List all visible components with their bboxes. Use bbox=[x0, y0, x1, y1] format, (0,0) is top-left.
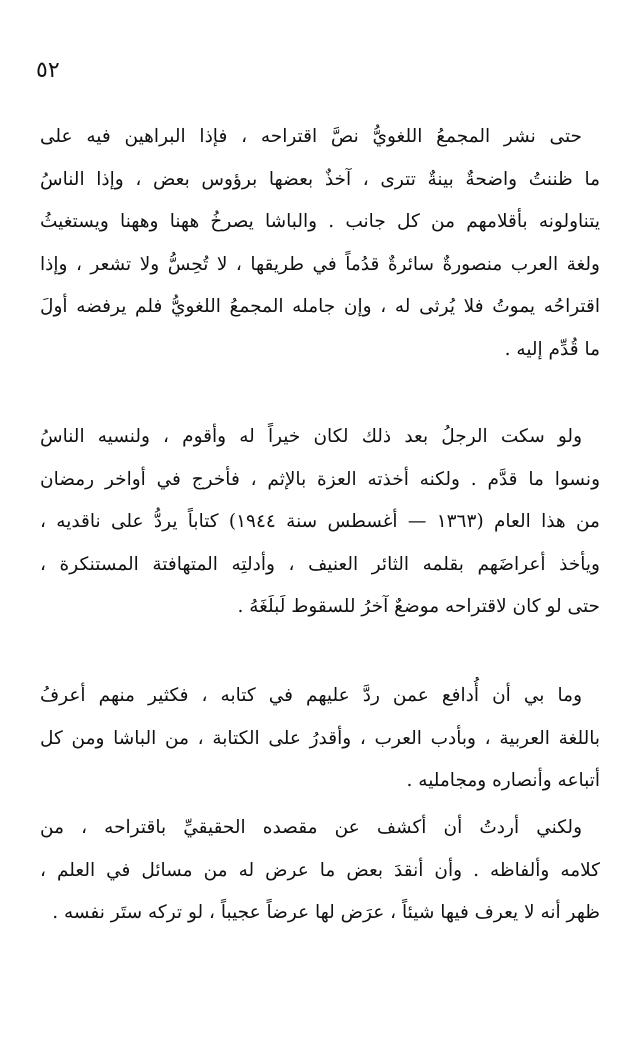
text-line: أتباعه وأنصاره ومجامليه . bbox=[406, 770, 600, 792]
text-line: وما بي أن أُدافع عمن ردَّ عليهم في كتابه ، فكثير منهم أعرفُ bbox=[40, 685, 582, 706]
page-number: ٥٢ bbox=[36, 58, 60, 83]
text-line: باللغة العربية ، وبأدب العرب ، وأقدرُ على الكتابة ، من الباشا ومن كل bbox=[40, 727, 600, 749]
text-line: ويأخذ أعراضَهم بقلمه الثائر العنيف ، وأدلتِه المتهافتة المستنكرة ، bbox=[40, 553, 600, 575]
text-line: ما ظننتُ واضحةٌ بينةٌ تترى ، آخذٌ بعضها برؤوس بعض ، وإذا الناسُ bbox=[40, 168, 600, 190]
paragraph-3 bbox=[40, 675, 600, 803]
text-line: ولغة العرب منصورةٌ سائرةٌ قدُماً في طريقها ، لا تُحِسُّ ولا تشعر ، وإذا bbox=[40, 253, 600, 275]
text-line: يتناولونه بأقلامهم من كل جانب . والباشا يصرخُ ههنا وههنا ويستغيثُ bbox=[40, 211, 600, 233]
text-line: ظهر أنه لا يعرف فيها شيئاً ، عرَض لها عرضاً عجيباً ، لو تركه ستَر نفسه . bbox=[52, 902, 600, 924]
text-line: من هذا العام (١٣٦٣ — أغسطس سنة ١٩٤٤) كتاباً يردُّ على ناقديه ، bbox=[40, 511, 600, 533]
text-line: ولو سكت الرجلُ بعد ذلك لكان خيراً له وأقوم ، ولنسيه الناسُ bbox=[40, 426, 582, 447]
text-line: كلامه وألفاظه . وأن أنقدَ بعض ما عرض له من مسائل في العلم ، bbox=[40, 859, 600, 881]
text-line: ما قُدِّم إليه . bbox=[504, 338, 600, 360]
paragraph-1 bbox=[40, 116, 600, 372]
text-line: حتى نشر المجمعُ اللغويُّ نصَّ اقتراحه ، فإذا البراهين فيه على bbox=[40, 126, 582, 147]
text-line: حتى لو كان لاقتراحه موضعٌ آخرُ للسقوط لَبلَغَهُ . bbox=[237, 596, 600, 618]
paragraph-2 bbox=[40, 416, 600, 629]
text-line: اقتراحُه يموتُ فلا يُرثى له ، وإن جامله المجمعُ اللغويُّ فلم يرفضه أولَ bbox=[40, 296, 600, 318]
text-line: ونسوا ما قدَّم . ولكنه أخذته العزة بالإثم ، فأخرج في أواخر رمضان bbox=[40, 468, 600, 490]
text-line: ولكني أردتُ أن أكشف عن مقصده الحقيقيِّ باقتراحه ، من bbox=[40, 817, 582, 838]
paragraph-4 bbox=[40, 807, 600, 935]
